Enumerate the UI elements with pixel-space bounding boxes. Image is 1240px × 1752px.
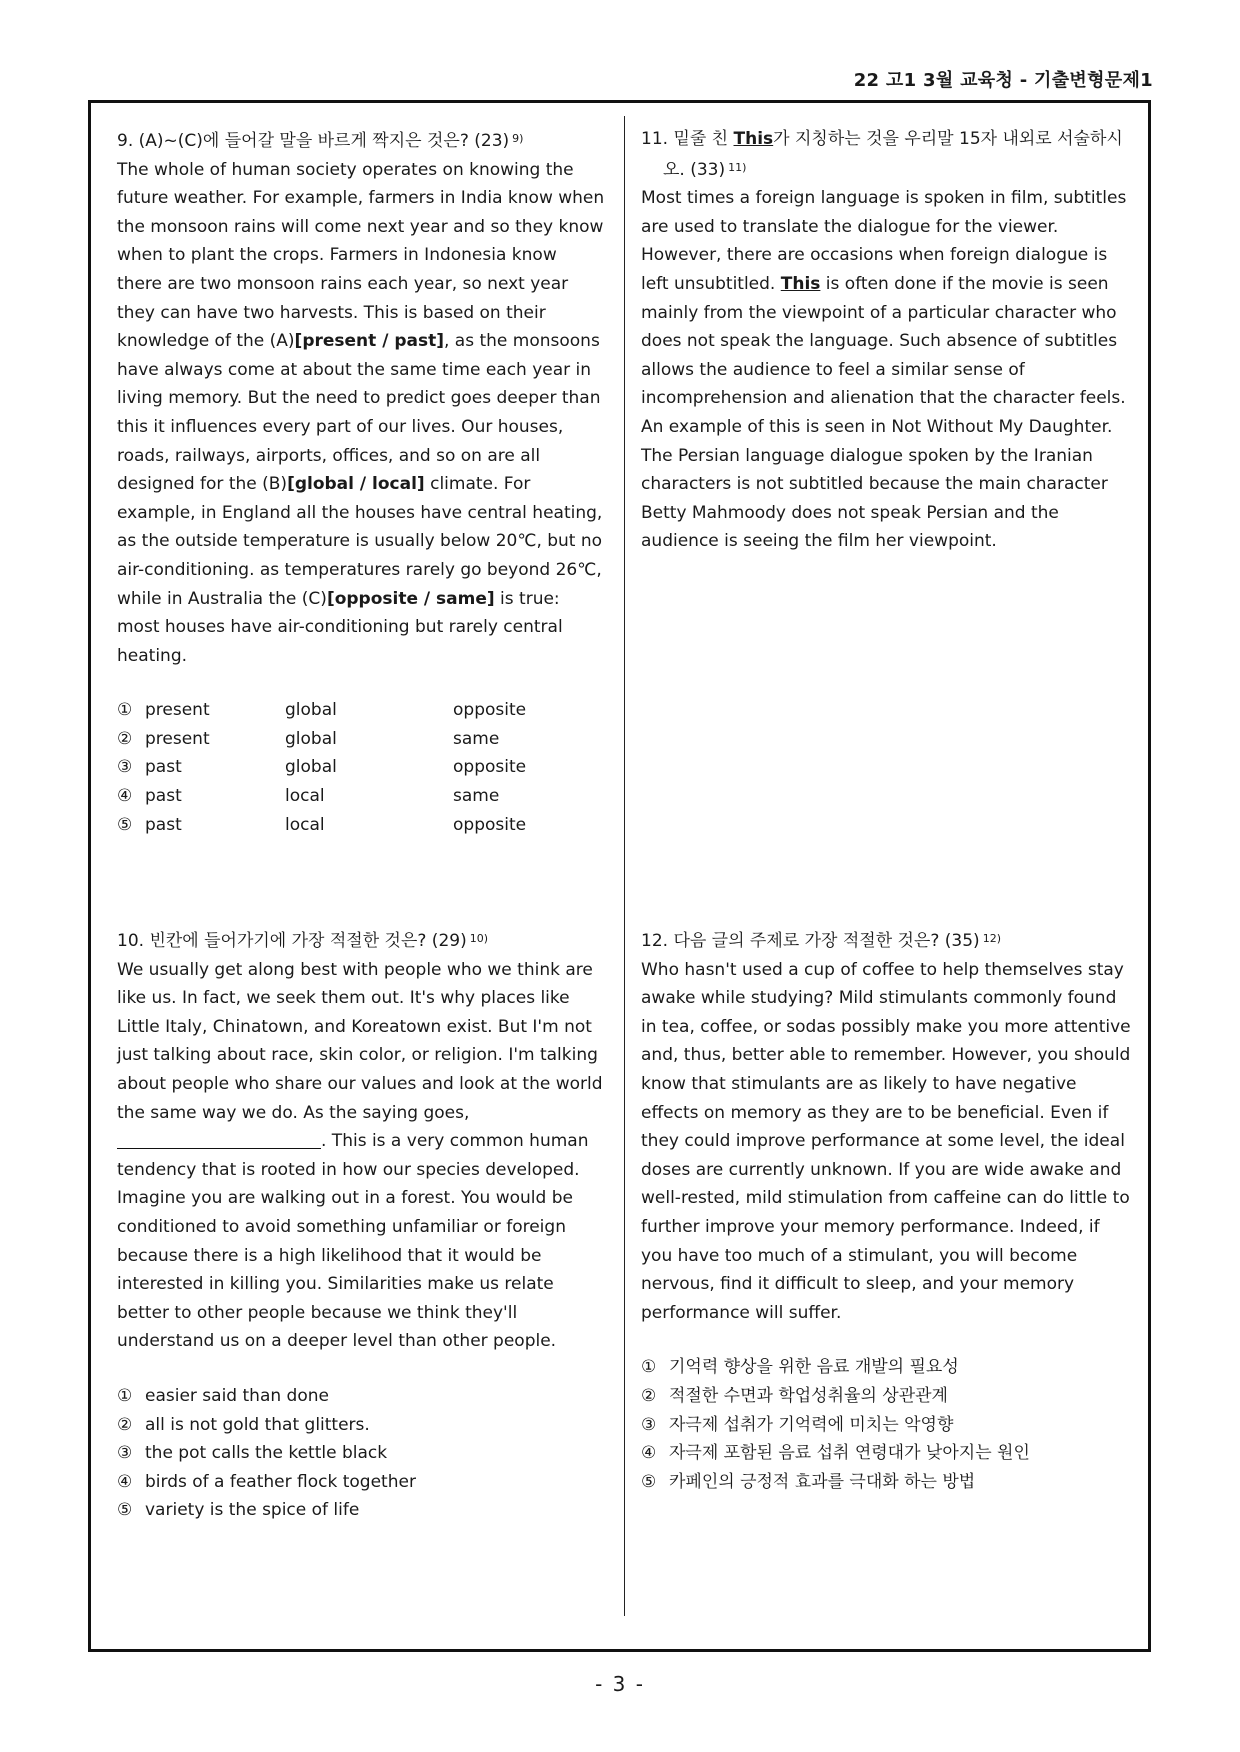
- choice-item[interactable]: ④ birds of a feather flock together: [117, 1471, 416, 1492]
- question-10-choices: [117, 1382, 607, 1525]
- option-b-bracket: [global / local]: [287, 474, 425, 495]
- question-9-passage: The whole of human society operates on knowing the future weather. For example, farmers in India know when the monsoon rains will come next year and so they know when to plant the crops. Farmers in Indonesia know there are two monsoon rains each year, so next year they can have two harvests. This is based on their knowledge of the (A)[present / past], as the monsoons have always come at about the same time each year in living memory. But the need to predict goes deeper than this it influences every part of our lives. Our houses, roads, railways, airports, offices, and so on are all designed for the (B)[global / local] climate. For example, in England all the houses have central heating, as the outside temperature is usually below 20℃, but no air-conditioning. as temperatures rarely go beyond 26℃, while in Australia the (C)[opposite / same] is true: most houses have air-conditioning but rarely central heating.: [117, 159, 605, 666]
- footnote-marker: 9): [512, 132, 524, 145]
- question-12: [641, 925, 1133, 1496]
- keyword-this: This: [733, 129, 774, 149]
- footnote-marker: 12): [982, 932, 1001, 945]
- question-10: [117, 925, 607, 1525]
- choice-item[interactable]: ③ past global opposite: [117, 757, 527, 778]
- choice-item[interactable]: ④ past local same: [117, 786, 500, 807]
- option-a-bracket: [present / past]: [294, 331, 444, 352]
- choice-item[interactable]: ④ 자극제 포함된 음료 섭취 연령대가 낮아지는 원인: [641, 1443, 1030, 1464]
- choice-item[interactable]: ⑤ 카페인의 긍정적 효과를 극대화 하는 방법: [641, 1471, 976, 1492]
- choice-item[interactable]: ② 적절한 수면과 학업성취율의 상관관계: [641, 1385, 948, 1406]
- question-12-title: 12. 다음 글의 주제로 가장 적절한 것은? (35) $^{12)}$: [641, 931, 1001, 951]
- choice-item[interactable]: ② present global same: [117, 728, 500, 749]
- question-11-title: 11. 밑줄 친 This가 지칭하는 것을 우리말 15자 내외로 서술하시오. (33) $^{11)}$: [641, 129, 1123, 180]
- choice-item[interactable]: ⑤ past local opposite: [117, 814, 527, 835]
- footnote-marker: 10): [469, 932, 489, 945]
- question-9-choices: [117, 696, 607, 839]
- underlined-this: This: [780, 273, 821, 294]
- choice-item[interactable]: ② all is not gold that glitters.: [117, 1414, 370, 1435]
- question-9-title: 9. (A)~(C)에 들어갈 말을 바르게 짝지은 것은? (23) $^{9)}$: [117, 131, 524, 151]
- page-header-title: 22 고1 3월 교육청 - 기출변형문제1: [853, 70, 1153, 91]
- choice-item[interactable]: ③ the pot calls the kettle black: [117, 1443, 388, 1464]
- question-12-passage: Who hasn't used a cup of coffee to help themselves stay awake while studying? Mild stimulants commonly found in tea, coffee, or sodas possibly make you more attentive and, thus, better able to remember. However, you should know that stimulants are as likely to have negative effects on memory as they are to be beneficial. Even if they could improve performance at some level, the ideal doses are currently unknown. If you are wide awake and well-rested, mild stimulation from caffeine can do little to further improve your memory performance. Indeed, if you have too much of a stimulant, you will become nervous, find it difficult to sleep, and your memory performance will suffer.: [641, 959, 1131, 1323]
- choice-item[interactable]: ① present global opposite: [117, 700, 527, 721]
- choice-item[interactable]: ① 기억력 향상을 위한 음료 개발의 필요성: [641, 1357, 959, 1378]
- column-divider: [624, 116, 625, 1616]
- choice-item[interactable]: ⑤ variety is the spice of life: [117, 1500, 360, 1521]
- option-c-bracket: [opposite / same]: [326, 588, 495, 609]
- choice-item[interactable]: ① easier said than done: [117, 1385, 329, 1406]
- question-11-passage: Most times a foreign language is spoken in film, subtitles are used to translate the dialogue for the viewer. However, there are occasions when foreign dialogue is left unsubtitled. This is often done if the movie is seen mainly from the viewpoint of a particular character who does not speak the language. Such absence of subtitles allows the audience to feel a similar sense of incomprehension and alienation that the character feels. An example of this is seen in Not Without My Daughter. The Persian language dialogue spoken by the Iranian characters is not subtitled because the main character Betty Mahmoody does not speak Persian and the audience is seeing the film her viewpoint.: [641, 188, 1127, 552]
- question-11: [641, 125, 1133, 556]
- choice-item[interactable]: ③ 자극제 섭취가 기억력에 미치는 악영향: [641, 1414, 954, 1435]
- page-number: - 3 -: [595, 1672, 645, 1696]
- question-12-choices: [641, 1353, 1133, 1496]
- question-10-passage: We usually get along best with people who we think are like us. In fact, we seek them out. It's why places like Little Italy, Chinatown, and Koreatown exist. But I'm not just talking about race, skin color, or religion. I'm talking about people who share our values and look at the world the same way we do. As the saying goes, . This is a very common human tendency that is rooted in how our species developed. Imagine you are walking out in a forest. You would be conditioned to avoid something unfamiliar or foreign because there is a high likelihood that it would be interested in killing you. Similarities make us relate better to other people because we think they'll understand us on a deeper level than other people.: [117, 959, 603, 1352]
- question-10-title: 10. 빈칸에 들어가기에 가장 적절한 것은? (29) $^{10)}$: [117, 931, 489, 951]
- footnote-marker: 11): [728, 160, 747, 174]
- question-9: [117, 125, 607, 839]
- answer-blank: [117, 1130, 321, 1149]
